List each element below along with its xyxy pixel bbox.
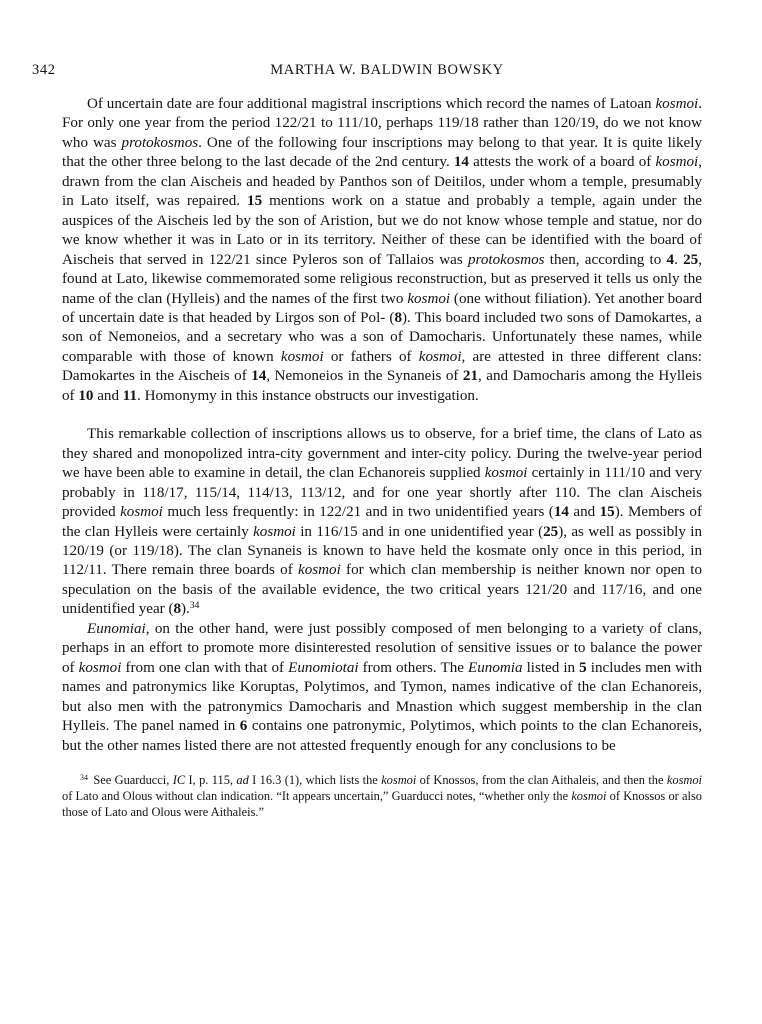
inscription-number: 8	[173, 601, 182, 618]
text-run: attests the work of a board of	[468, 154, 656, 171]
text-run: ). Members of the clan Hylleis were certainly	[62, 504, 702, 540]
inscription-number: 15	[599, 504, 615, 521]
page-number: 342	[32, 62, 56, 78]
italic-term: kosmoi	[666, 772, 702, 787]
text-run: of Lato and Olous without clan indication. “It appears uncertain,” Guarducci notes, “whether only the	[62, 788, 572, 803]
italic-term: Eunomiai	[87, 620, 146, 637]
text-run: for which clan membership is neither known nor open to speculation on the basis of the available evidence, the two critical years 121/20 and 117/16, and one unidentified year (	[62, 562, 702, 618]
italic-term: protokosmos	[467, 251, 545, 268]
footnote-ref: 34	[189, 601, 200, 612]
text-run: and	[568, 504, 600, 521]
italic-term: kosmoi	[655, 96, 699, 112]
text-run: ). This board included two sons of Damokartes, a son of Nemoneios, and a secretary who was a son of Damocharis. Unfortunately these names, while comparable with those of known	[62, 309, 702, 365]
italic-term: kosmoi	[298, 562, 341, 579]
text-run: I 16.3 (1), which lists the	[248, 772, 382, 787]
inscription-number: 4	[666, 251, 675, 268]
inscription-number: 11	[122, 387, 138, 404]
italic-term: kosmoi	[571, 788, 607, 803]
inscription-number: 6	[239, 718, 248, 735]
italic-term: kosmoi	[253, 523, 296, 540]
text-run: See Guarducci,	[90, 772, 173, 787]
footnote-number: 34	[80, 772, 88, 782]
text-run: and	[93, 387, 123, 404]
text-run: of Knossos or also those of Lato and Olous were Aithaleis.”	[62, 788, 702, 819]
italic-term: kosmoi	[655, 154, 699, 171]
italic-term: IC	[172, 772, 186, 787]
text-run: much less frequently: in 122/21 and in two unidentified years (	[162, 504, 554, 521]
text-run: , and Damocharis among the Hylleis of	[62, 368, 702, 404]
text-run: certainly in 111/10 and very probably in 118/17, 115/14, 114/13, 113/12, and for one year shortly after 110. The clan Aischeis provided	[62, 465, 702, 521]
italic-term: ad	[236, 772, 249, 787]
text-run: listed in	[522, 659, 580, 676]
text-run: (one without filiation). Yet another board of uncertain date is that headed by Lirgos son of Pol- (	[62, 290, 702, 326]
text-run: Of uncertain date are four additional magistral inscriptions which record the names of Latoan	[87, 96, 656, 112]
inscription-number: 14	[453, 154, 469, 171]
paragraph	[62, 620, 702, 756]
paragraph	[62, 425, 702, 620]
text-run: of Knossos, from the clan Aithaleis, and then the	[416, 772, 667, 787]
text-run: mentions work on a statue and probably a temple, again under the auspices of the Aischeis led by the son of Aristion, but we do not know whose temple and statue, nor do we know whether it was in Lato or in its territory. Neither of these can be identified with the board of Aischeis that served in 122/21 since Pyleros son of Tallaios was	[62, 193, 702, 268]
text-run: .	[674, 251, 684, 268]
text-run: . Homonymy in this instance obstructs our investigation.	[137, 387, 479, 404]
italic-term: Eunomiotai	[288, 659, 359, 676]
italic-term: kosmoi	[120, 504, 163, 521]
inscription-number: 10	[78, 387, 94, 404]
text-run: from others. The	[358, 659, 469, 676]
inscription-number: 25	[683, 251, 699, 268]
text-run: . One of the following four inscriptions may belong to that year. It is quite likely that the other three belong to the last decade of the 2nd century.	[62, 134, 702, 171]
text-run: , Nemoneios in the Synaneis of	[266, 368, 463, 385]
text-run: ), as well as possibly in 120/19 (or 119/18). The clan Synaneis is known to have held the kosmate only once in this period, in 112/11. There remain three boards of	[62, 523, 702, 579]
text-run: , on the other hand, were just possibly composed of men belonging to a variety of clans, perhaps in an effort to promote more disinterested resolution of sensitive issues or to balance the power of	[62, 620, 702, 676]
text-run: in 116/15 and in one unidentified year (	[295, 523, 544, 540]
inscription-number: 15	[247, 193, 263, 210]
italic-term: Eunomia	[468, 659, 523, 676]
italic-term: kosmoi	[484, 465, 528, 482]
italic-term: kosmoi	[407, 290, 451, 307]
text-run: ).	[181, 601, 190, 618]
footnote-34	[62, 772, 702, 820]
running-head	[32, 62, 702, 82]
text-run: , are attested in three different clans: Damokartes in the Aischeis of	[62, 348, 702, 385]
text-run: , found at Lato, likewise commemorated some religious reconstruction, but as preserved it tells us only the name of the clan (Hylleis) and the names of the first two	[62, 251, 702, 307]
paragraph	[62, 95, 702, 406]
italic-term: kosmoi	[280, 348, 324, 365]
italic-term: protokosmos	[121, 134, 199, 151]
text-run: , drawn from the clan Aischeis and headed by Panthos son of Deitilos, under whom a temple, presumably in Lato itself, was repaired.	[62, 154, 702, 210]
text-run: . For only one year from the period 122/21 to 111/10, perhaps 119/18 rather than 120/19, do we not know who was	[62, 96, 702, 151]
book-page	[32, 62, 702, 820]
italic-term: kosmoi	[78, 659, 122, 676]
text-run: or fathers of	[323, 348, 419, 365]
footnote-text	[62, 773, 702, 819]
main-text	[62, 95, 702, 756]
text-run: I, p. 115,	[185, 772, 237, 787]
text-run: from one clan with that of	[121, 659, 289, 676]
inscription-number: 8	[394, 309, 402, 326]
running-title: MARTHA W. BALDWIN BOWSKY	[270, 62, 504, 78]
inscription-number: 25	[543, 523, 559, 540]
footnotes	[62, 772, 702, 820]
italic-term: kosmoi	[418, 348, 462, 365]
text-run: This remarkable collection of inscriptions allows us to observe, for a brief time, the clans of Lato as they shared and monopolized intra-city government and inter-city policy. During the twelve-year period we have been able to examine in detail, the clan Echanoreis supplied	[62, 426, 702, 482]
inscription-number: 14	[251, 368, 267, 385]
text-run: then, according to	[544, 251, 667, 268]
inscription-number: 21	[462, 368, 479, 385]
text-run: contains one patronymic, Polytimos, which points to the clan Echanoreis, but the other names listed there are not attested frequently enough for any conclusions to be	[62, 718, 702, 754]
inscription-number: 5	[579, 659, 587, 676]
italic-term: kosmoi	[381, 772, 417, 787]
inscription-number: 14	[553, 504, 569, 521]
text-run: includes men with names and patronymics like Koruptas, Polytimos, and Tymon, names indicative of the clan Echanoreis, but also men with the patronymics Damocharis and Mnastion which suggest membership in the clan Hylleis. The panel named in	[62, 659, 702, 735]
